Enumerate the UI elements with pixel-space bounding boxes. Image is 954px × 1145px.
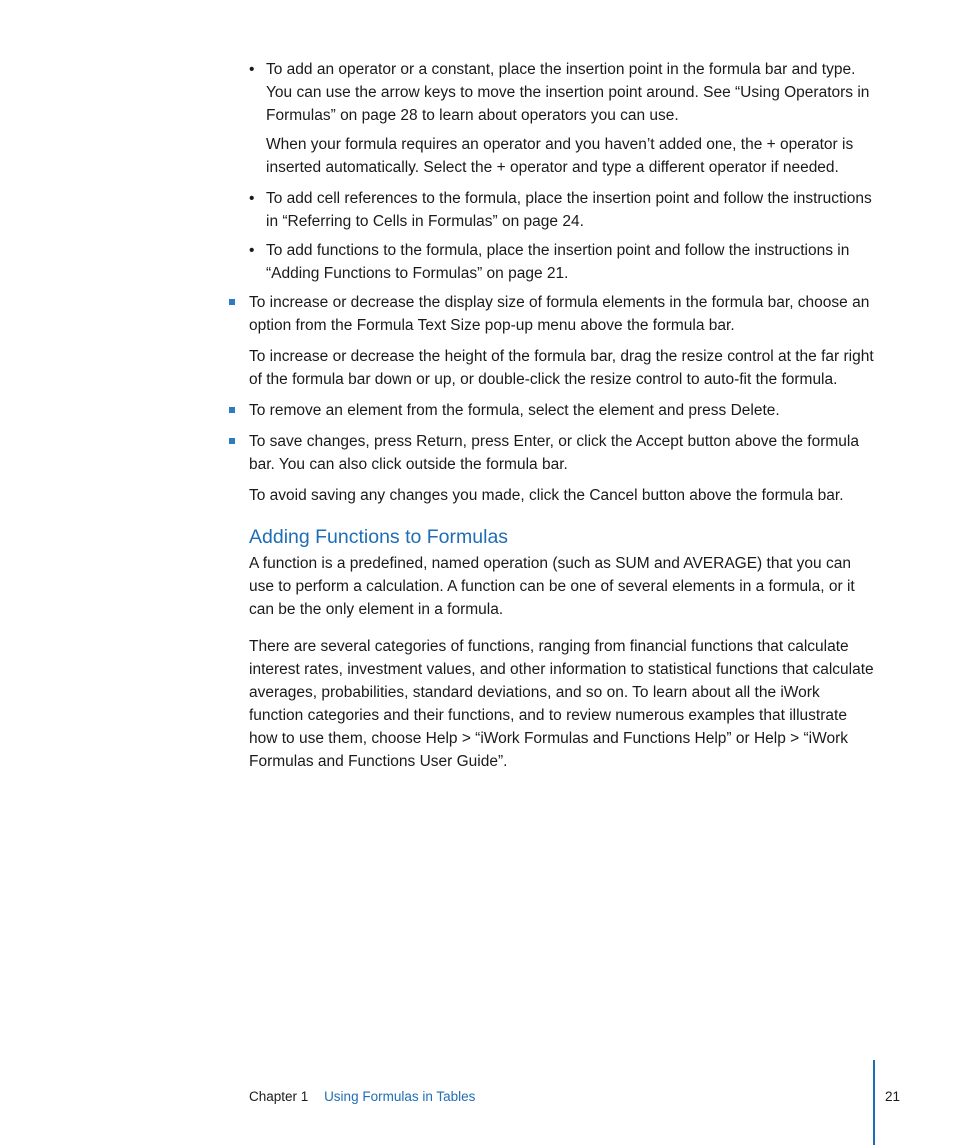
- list-item: [249, 58, 875, 127]
- square-list-item-text: To increase or decrease the display size of formula elements in the formula bar, choose an option from the Formula Text Size pop-up menu above the formula bar.: [249, 294, 870, 334]
- page-number: 21: [885, 1089, 901, 1104]
- square-list-item: [249, 291, 875, 337]
- square-list-item-text: To remove an element from the formula, select the element and press Delete.: [249, 402, 780, 419]
- footer-chapter-label: Chapter 1: [249, 1089, 309, 1104]
- bullet-dot: •: [249, 190, 255, 207]
- list-item-text: To add functions to the formula, place the insertion point and follow the instructions in “Adding Functions to Formulas” on page 21.: [266, 242, 850, 282]
- list-item: [249, 187, 875, 233]
- list-item-text: To add cell references to the formula, place the insertion point and follow the instructions in “Referring to Cells in Formulas” on page 24.: [266, 190, 872, 230]
- page-footer: [249, 1087, 475, 1107]
- square-list-item: [249, 399, 875, 422]
- body-paragraph: A function is a predefined, named operation (such as SUM and AVERAGE) that you can use to perform a calculation. A function can be one of several elements in a formula, or it can be the only element in a formula.: [249, 555, 855, 618]
- list-item: [249, 239, 875, 285]
- square-list-item-text: To save changes, press Return, press Enter, or click the Accept button above the formula bar. You can also click outside the formula bar.: [249, 433, 859, 473]
- square-bullet-icon: [229, 407, 235, 413]
- section-heading: Adding Functions to Formulas: [249, 526, 509, 548]
- bullet-dot: •: [249, 61, 255, 78]
- square-list-item-note: To increase or decrease the height of the formula bar, drag the resize control at the far right of the formula bar down or up, or double-click the resize control to auto-fit the formula.: [249, 348, 874, 388]
- square-bullet-icon: [229, 299, 235, 305]
- square-list-item-note: To avoid saving any changes you made, click the Cancel button above the formula bar.: [249, 487, 844, 504]
- square-bullet-icon: [229, 438, 235, 444]
- page-content: [249, 58, 875, 787]
- body-paragraph: There are several categories of functions, ranging from financial functions that calculate interest rates, investment values, and other information to statistical functions that calculate averages, probabilities, standard deviations, and so on. To learn about all the iWork function categories and their functions, and to review numerous examples that illustrate how to use them, choose Help > “iWork Formulas and Functions Help” or Help > “iWork Formulas and Functions User Guide”.: [249, 638, 874, 770]
- list-item-text: To add an operator or a constant, place the insertion point in the formula bar and type. You can use the arrow keys to move the insertion point around. See “Using Operators in Formulas” on page 28 to learn about operators you can use.: [266, 61, 870, 124]
- bullet-dot: •: [249, 242, 255, 259]
- footer-divider: [873, 1060, 875, 1145]
- square-list-item: [249, 430, 875, 476]
- footer-chapter-title: Using Formulas in Tables: [324, 1089, 476, 1104]
- list-item-note: When your formula requires an operator and you haven’t added one, the + operator is inserted automatically. Select the + operator and type a different operator if needed.: [266, 136, 854, 176]
